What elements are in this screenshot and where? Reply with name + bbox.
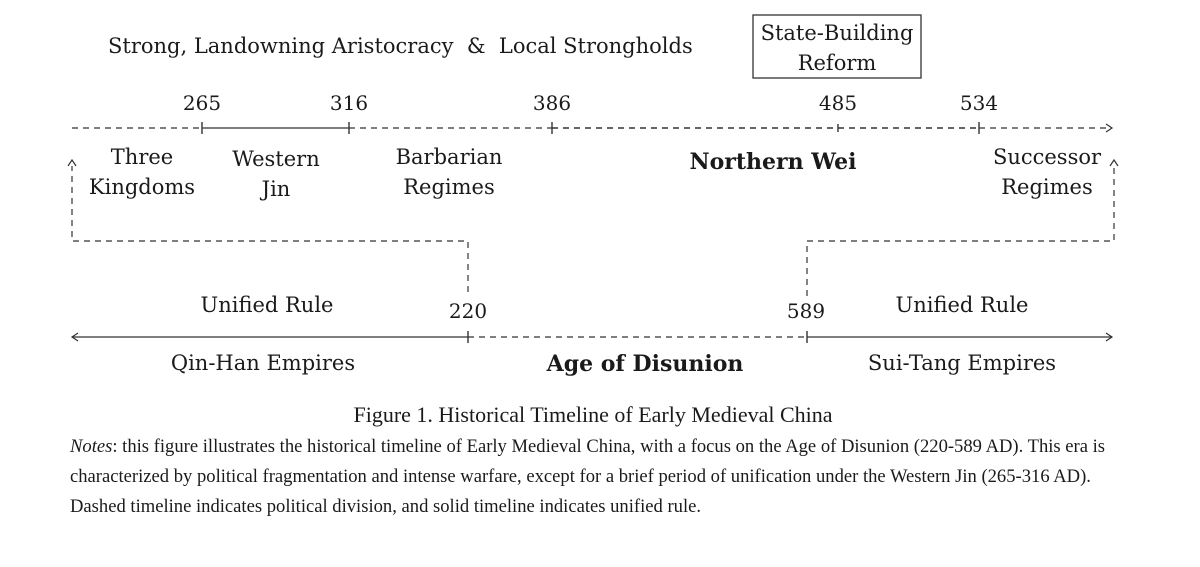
year-534: 534 bbox=[959, 91, 999, 115]
barbarian-line2: Regimes bbox=[403, 175, 495, 199]
year-589: 589 bbox=[786, 299, 826, 323]
northern-wei-label: Northern Wei bbox=[689, 149, 857, 175]
reform-box-line2: Reform bbox=[797, 51, 877, 75]
figure-notes bbox=[70, 432, 1120, 522]
disunion-label: Age of Disunion bbox=[546, 351, 744, 377]
qin-han-label: Qin-Han Empires bbox=[170, 351, 356, 375]
year-316: 316 bbox=[329, 91, 369, 115]
three-kingdoms-line1: Three bbox=[110, 145, 174, 169]
upper-arrow-icon bbox=[1106, 124, 1112, 132]
aristocracy-note: Strong, Landowning Aristocracy & Local Strongholds bbox=[108, 34, 693, 58]
year-220: 220 bbox=[448, 299, 488, 323]
figure-caption: Figure 1. Historical Timeline of Early Medieval China bbox=[353, 402, 833, 427]
western-jin-line2: Jin bbox=[261, 177, 291, 201]
year-485: 485 bbox=[818, 91, 858, 115]
year-265: 265 bbox=[182, 91, 222, 115]
left-up-arrow-icon bbox=[68, 160, 76, 166]
notes-label: Notes bbox=[70, 436, 113, 457]
three-kingdoms-line2: Kingdoms bbox=[88, 175, 196, 199]
sui-tang-label: Sui-Tang Empires bbox=[867, 351, 1057, 375]
barbarian-line1: Barbarian bbox=[395, 145, 503, 169]
reform-box-line1: State-Building bbox=[760, 21, 914, 45]
successor-line2: Regimes bbox=[1001, 175, 1093, 199]
western-jin-line1: Western bbox=[232, 147, 320, 171]
unified-rule-right: Unified Rule bbox=[895, 293, 1029, 317]
successor-line1: Successor bbox=[992, 145, 1102, 169]
year-386: 386 bbox=[532, 91, 572, 115]
notes-text: : this figure illustrates the historical timeline of Early Medieval China, with a focus on the Age of Disunion (220-589 AD). This era is characterized by political fragmentation and intense warfare, except for a brief period of unification under the Western Jin (265-316 AD). Dashed timeline indicates political division, and solid timeline indicates unified rule. bbox=[70, 436, 1106, 517]
unified-rule-left: Unified Rule bbox=[200, 293, 334, 317]
right-up-arrow-icon bbox=[1110, 160, 1118, 166]
